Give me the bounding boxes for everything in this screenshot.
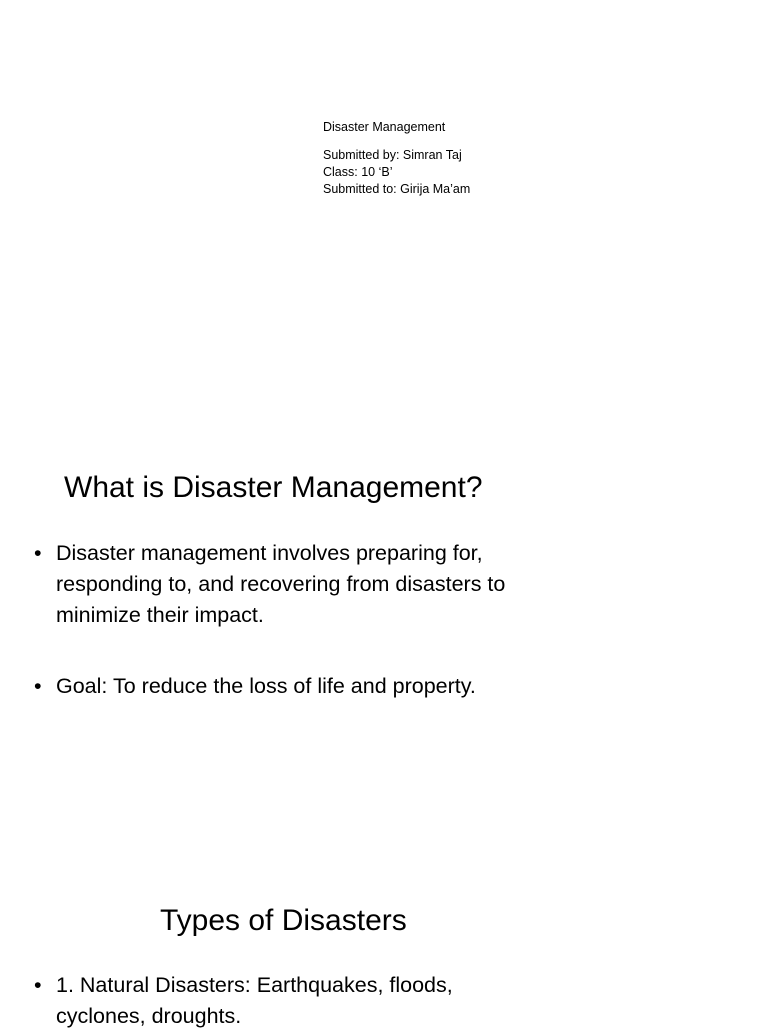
title-slide-meta xyxy=(323,147,470,198)
submitted-to-line: Submitted to: Girija Ma’am xyxy=(323,182,471,196)
title-slide-heading: Disaster Management xyxy=(323,120,446,134)
bullet-dot-icon: • xyxy=(34,541,42,565)
bullet-dot-icon: • xyxy=(34,674,42,698)
slide-heading-types: Types of Disasters xyxy=(160,904,407,937)
bullet-item xyxy=(34,538,534,631)
class-line: Class: 10 ‘B’ xyxy=(323,165,393,179)
bullet-text: Disaster management involves preparing for, responding to, and recovering from disasters to minimize their impact. xyxy=(56,541,506,627)
bullet-text: 1. Natural Disasters: Earthquakes, floods, cyclones, droughts. xyxy=(56,973,453,1028)
submitted-by-line: Submitted by: Simran Taj xyxy=(323,148,462,162)
bullet-text: Goal: To reduce the loss of life and property. xyxy=(56,674,476,698)
bullet-item xyxy=(34,671,534,702)
bullet-item xyxy=(34,970,534,1032)
slide-heading-what-is: What is Disaster Management? xyxy=(64,471,483,504)
bullet-dot-icon: • xyxy=(34,973,42,997)
